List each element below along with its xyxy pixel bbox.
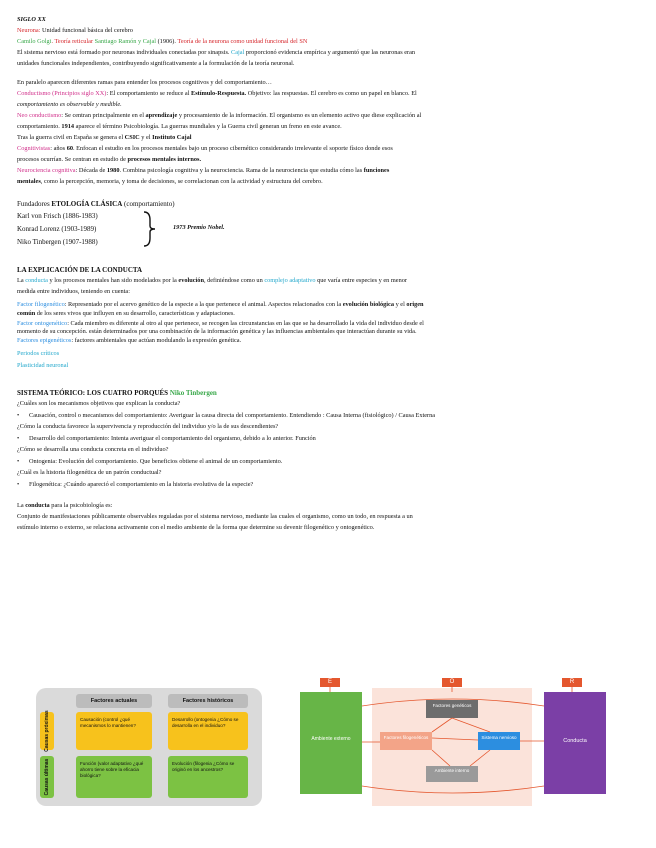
question-3: ¿Cómo se desarrolla una conducta concreta en el individuo? [17, 446, 169, 453]
bullet-1: • Causación, control o mecanismos del comportamiento: Averiguar la causa directa del comportamiento. Entendiendo : Causa Interna (fisiológico) / Causa Externa [17, 412, 436, 419]
behavior-box: Conducta [544, 692, 606, 794]
label-o: O [442, 678, 462, 687]
cell-development: Desarrollo (ontogenia ¿Cómo se desarrolla en el individuo? [168, 712, 248, 750]
genetic-factors: Factores genéticos [426, 700, 478, 718]
col-header-current: Factores actuales [76, 694, 152, 708]
arrow-genetic-to-nervous [452, 718, 490, 732]
spain-line: Tras la guerra civil en España se genera el CSIC y el Instituto Cajal [17, 134, 192, 141]
cell-causation: Causación (control ¿qué mecanismos lo mantienen? [76, 712, 152, 750]
onto-line: Factor ontogenético: Cada miembro es diferente al otro al que pertenece, se recogen las circunstancias en las que se ha desarrollado la vida del individuo desde el [17, 320, 424, 327]
external-environment: Ambiente externo [300, 692, 362, 794]
eor-diagram [300, 676, 606, 806]
arrow-top-feedback [362, 699, 544, 706]
arrow-phylo-to-internal [432, 750, 450, 766]
cell-function: Función (valor adaptativo ¿qué ahorro tiene sobre la eficacia biológica? [76, 756, 152, 798]
founder-2: Konrad Lorenz (1903-1989) [17, 225, 97, 233]
epi-line: Factores epigenéticos: factores ambientales que actúan modulando la expresión genética. [17, 337, 242, 344]
cell-evolution: Evolución (filogenia ¿Cómo se originó en los ancestros? [168, 756, 248, 798]
neoconductism-line: Neo conductismo: Se centran principalmente en el aprendizaje y procesamiento de la información. El organismo es un elemento activo que diese explicación al [17, 112, 422, 119]
neoconductism-line-2: comportamiento. 1914 aparece el término Psicobiología. La guerras mundiales y la Guerra civil generan un freno en este avance. [17, 123, 342, 130]
arrow-genetic-to-phylo [432, 718, 452, 732]
bullet-4: • Filogenética: ¿Cuándo apareció el comportamiento en la historia evolutiva de la especie? [17, 481, 254, 488]
plasticity: Plasticidad neuronal [17, 362, 69, 369]
cognitivists-line-2: procesos ocurrían. Se centran en estudio de procesos mentales internos. [17, 156, 202, 163]
label-e: E [320, 678, 340, 687]
bullet-3: • Ontogenia: Evolución del comportamiento. Que beneficios obtiene el animal de un comportamiento. [17, 458, 283, 465]
internal-environment: Ambiente interno [426, 766, 478, 782]
definition-line-2: Conjunto de manifestaciones públicamente observables reguladas por el sistema nervioso, mediante las cuales el organismo, como un todo, en respuesta a un [17, 513, 413, 520]
diagram-arrows [300, 676, 606, 806]
conductism-line: Conductismo (Principios siglo XX): El comportamiento se reduce al Estímulo-Respuesta. Objetivo: las respuestas. El cerebro es como un papel en blanco. El [17, 90, 417, 97]
bullet-2: • Desarrollo del comportamiento: Intenta averiguar el comportamiento del organismo, debido a lo anterior. Función [17, 435, 316, 442]
neuron-line: Neurona: Unidad funcional básica del cerebro [17, 27, 133, 34]
explanation-title: LA EXPLICACIÓN DE LA CONDUCTA [17, 266, 143, 274]
brace-icon [140, 210, 160, 248]
explanation-line-2: medida entre individuos, teniendo en cuenta: [17, 288, 130, 295]
definition-line-3: estímulo interno o externo, se relaciona activamente con el medio ambiente de la forma que determine su devenir filogenético y ontogenético. [17, 524, 375, 531]
arrow-phylo-to-nervous [432, 738, 478, 740]
heading-century: SIGLO XX [17, 16, 46, 23]
definition-line: La conducta para la psicobiología es: [17, 502, 113, 509]
explanation-line-1: La conducta y los procesos mentales han sido modelados por la evolución, definiéndose como un complejo adaptativo que varía entre especies y en menor [17, 277, 407, 284]
question-2: ¿Cómo la conducta favorece la supervivencia y reproducción del individuo y/o la de sus descendientes? [17, 423, 279, 430]
founder-3: Niko Tinbergen (1907-1988) [17, 238, 98, 246]
neuroscience-line: Neurociencia cognitiva: Década de 1980. Combina psicología cognitiva y la neurociencia. Rama de la neurociencia que estudia cómo las funciones [17, 167, 390, 174]
system-title: SISTEMA TEÓRICO: LOS CUATRO PORQUÉS Niko Tinbergen [17, 389, 217, 397]
phylogenetic-factors: Factores filogenéticos [380, 732, 432, 750]
nobel-label: 1973 Premio Nobel. [173, 224, 225, 231]
label-r: R [562, 678, 582, 687]
four-questions-figure [36, 688, 262, 806]
critical-periods: Periodos críticos [17, 350, 60, 357]
nervous-system: Sistema nervioso [478, 732, 520, 750]
founders-line: Fundadores ETOLOGÍA CLÁSICA (comportamiento) [17, 200, 175, 208]
row-header-ultimate: Causas últimas [40, 756, 54, 798]
question-4: ¿Cuál es la historia filogenética de un patrón conductual? [17, 469, 162, 476]
conductism-line-2: comportamiento es observable y medible. [17, 101, 122, 108]
parallel-line: En paralelo aparecen diferentes ramas para entender los procesos cognitivos y del comportamiento… [17, 79, 272, 86]
arrow-nervous-to-internal [470, 750, 490, 766]
question-1: ¿Cuáles son los mecanismos objetivos que explican la conducta? [17, 400, 181, 407]
golgi-line: Camilo Golgi. Teoría reticular Santiago Ramón y Cajal (1906). Teoría de la neurona como unidad funcional del SN [17, 38, 308, 45]
neuroscience-line-2: mentales, como la percepción, memoria, y toma de decisiones, se correlacionan con la actividad y estructura del cerebro. [17, 178, 323, 185]
col-header-historical: Factores históricos [168, 694, 248, 708]
onto-line-2: momento de su concepción. están determinados por una combinación de la información genética y las influencias ambientales que interactúan durante su vida. [17, 328, 417, 335]
phylo-line-2: común de los seres vivos que influyen en su desarrollo, características y adaptaciones. [17, 310, 235, 317]
row-header-proximate: Causas próximas [40, 712, 54, 750]
phylo-line: Factor filogenético: Representado por el acervo genético de la especie a la que pertenece el animal. Aspectos relacionados con la evolución biológica y el origen [17, 301, 424, 308]
cognitivists-line: Cognitivistas: años 60. Enfocan el estudio en los procesos mentales bajo un proceso cibernético considerando irrelevante el soporte físico donde esos [17, 145, 393, 152]
nervous-line-1: El sistema nervioso está formado por neuronas individuales conectadas por sinapsis. Cajal proporcionó evidencia empírica y argumentó que las neuronas eran [17, 49, 416, 56]
founder-1: Karl von Frisch (1886-1983) [17, 212, 98, 220]
arrow-bottom-feedback [362, 786, 544, 793]
nervous-line-2: unidades funcionales independientes, contribuyendo significativamente a la formulación de la teoría neuronal. [17, 60, 295, 67]
